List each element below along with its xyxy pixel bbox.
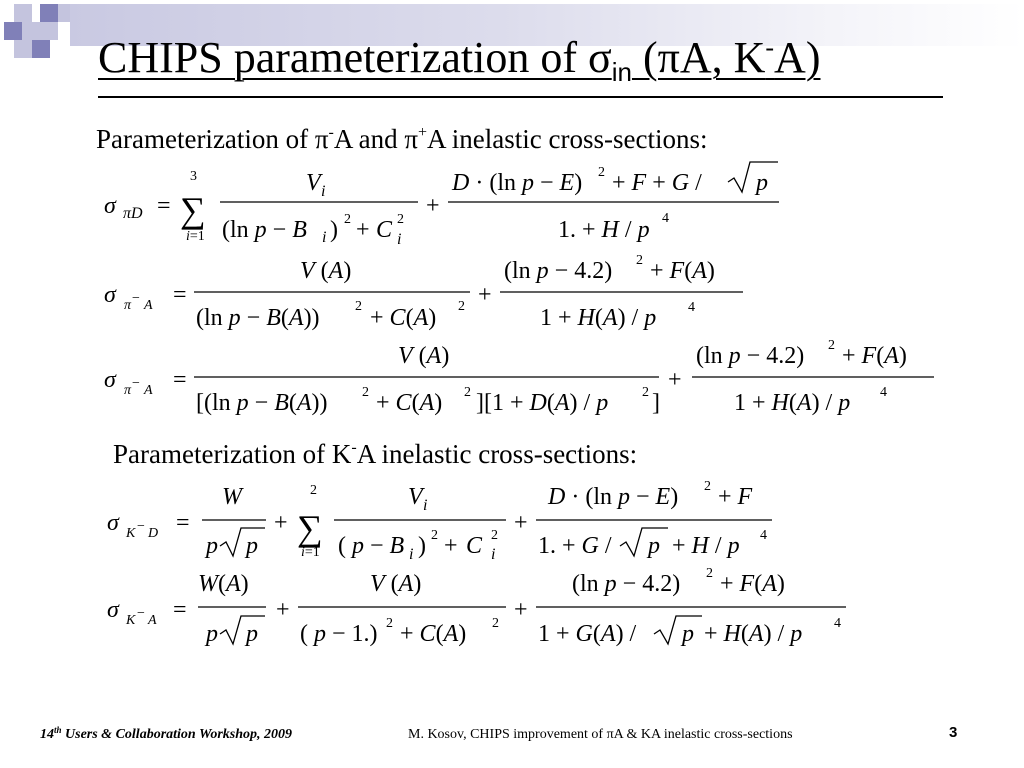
svg-text:2: 2 <box>397 212 404 227</box>
svg-text:4: 4 <box>662 211 669 226</box>
svg-text:2: 2 <box>642 385 649 400</box>
svg-text:+ F: + F <box>718 484 753 510</box>
svg-text:2: 2 <box>431 528 438 543</box>
svg-text:2: 2 <box>386 616 393 631</box>
page-number: 3 <box>949 724 958 741</box>
svg-text:p: p <box>756 170 768 196</box>
svg-text:4: 4 <box>760 528 767 543</box>
svg-text:K: K <box>126 613 136 628</box>
svg-text:=: = <box>157 193 171 219</box>
svg-text:D: D <box>148 526 159 541</box>
kaon-section-heading: Parameterization of K-A inelastic cross-sections: <box>113 439 638 469</box>
formula-pion-nucleus-2 <box>104 338 934 416</box>
svg-text:W: W <box>222 484 242 510</box>
svg-text:W(A): W(A) <box>198 571 249 597</box>
formula-pion-nucleus-1 <box>104 253 743 331</box>
footer-talk-title: M. Kosov, CHIPS improvement of πA & KA inelastic cross-sections <box>408 727 793 742</box>
svg-text:∑: ∑ <box>180 190 206 230</box>
formula-kaon-deuteron <box>107 479 772 563</box>
svg-text:p: p <box>206 621 218 647</box>
svg-text:(ln p − B(A)): (ln p − B(A)) <box>196 305 320 331</box>
svg-text:V: V <box>306 170 321 196</box>
svg-text:][1 + D(A) / p: ][1 + D(A) / p <box>476 390 609 416</box>
svg-text:C: C <box>466 533 483 559</box>
svg-text:i=1: i=1 <box>186 229 205 244</box>
svg-text:2: 2 <box>491 528 498 543</box>
svg-text:K: K <box>126 526 136 541</box>
svg-text:=: = <box>173 367 187 393</box>
svg-text:=: = <box>173 282 187 308</box>
svg-text:+: + <box>668 367 682 393</box>
svg-text:π: π <box>124 383 132 398</box>
svg-text:): ) <box>418 533 426 559</box>
footer-event: 14th Users & Collaboration Workshop, 2009 <box>40 725 293 742</box>
svg-text:p: p <box>682 621 694 647</box>
svg-text:[(ln p − B(A)): [(ln p − B(A)) <box>196 390 328 416</box>
svg-text:p: p <box>246 621 258 647</box>
svg-text:+ C(A): + C(A) <box>376 390 443 416</box>
svg-text:2: 2 <box>344 212 351 227</box>
svg-text:σ: σ <box>107 597 119 623</box>
svg-text:+ F + G /: + F + G / <box>612 170 702 196</box>
svg-text:i: i <box>322 229 327 246</box>
svg-text:V (A): V (A) <box>398 343 450 369</box>
svg-text:+ C(A): + C(A) <box>370 305 437 331</box>
svg-text:A: A <box>144 298 153 313</box>
svg-text:4: 4 <box>688 300 695 315</box>
svg-text:1. + H / p: 1. + H / p <box>558 217 650 243</box>
svg-text:+: + <box>276 597 290 623</box>
svg-text:σ: σ <box>104 282 116 308</box>
svg-text:D · (ln p − E): D · (ln p − E) <box>548 484 679 510</box>
svg-text:V (A): V (A) <box>300 258 352 284</box>
svg-text:i: i <box>321 183 326 200</box>
pion-section-heading: Parameterization of π-A and π+A inelastic cross-sections: <box>96 124 708 154</box>
formula-pion-deuteron <box>104 162 779 248</box>
slide-title: CHIPS parameterization of $\sigma_{in}$ (πA, K-A) <box>98 33 821 87</box>
svg-text:(ln p − B: (ln p − B <box>222 217 307 243</box>
svg-text:2: 2 <box>355 299 362 314</box>
svg-text:2: 2 <box>706 566 713 581</box>
svg-text:(ln p − 4.2): (ln p − 4.2) <box>696 343 805 369</box>
svg-text:+: + <box>444 533 458 559</box>
svg-text:( p − 1.): ( p − 1.) <box>300 621 378 647</box>
svg-text:i=1: i=1 <box>301 545 320 560</box>
svg-text:2: 2 <box>362 385 369 400</box>
svg-text:p: p <box>648 533 660 559</box>
svg-text:∑: ∑ <box>297 508 323 548</box>
svg-text:+ F(A): + F(A) <box>720 571 785 597</box>
svg-text:4: 4 <box>834 616 841 631</box>
svg-text:p: p <box>206 533 218 559</box>
svg-text:+ H / p: + H / p <box>672 533 740 559</box>
svg-text:i: i <box>491 546 496 563</box>
svg-text:2: 2 <box>598 165 605 180</box>
svg-text:2: 2 <box>458 299 465 314</box>
svg-text:(ln p − 4.2): (ln p − 4.2) <box>572 571 681 597</box>
svg-text:2: 2 <box>636 253 643 268</box>
svg-text:+: + <box>274 510 288 536</box>
svg-text:2: 2 <box>310 483 317 498</box>
svg-text:4: 4 <box>880 385 887 400</box>
svg-text:(ln p − 4.2): (ln p − 4.2) <box>504 258 613 284</box>
svg-text:+ H(A) / p: + H(A) / p <box>704 621 803 647</box>
svg-text:πD: πD <box>123 205 143 222</box>
svg-text:=: = <box>173 597 187 623</box>
svg-text:+: + <box>356 217 370 243</box>
svg-text:+: + <box>514 597 528 623</box>
svg-text:i: i <box>397 231 402 248</box>
svg-text:V: V <box>408 484 423 510</box>
svg-text:2: 2 <box>704 479 711 494</box>
svg-text:σ: σ <box>104 193 116 219</box>
svg-text:π: π <box>124 298 132 313</box>
svg-text:A: A <box>148 613 157 628</box>
svg-text:−: − <box>137 606 145 621</box>
svg-text:+: + <box>478 282 492 308</box>
svg-text:2: 2 <box>492 616 499 631</box>
svg-text:p: p <box>246 533 258 559</box>
svg-text:+ F(A): + F(A) <box>650 258 715 284</box>
svg-text:D · (ln p − E): D · (ln p − E) <box>452 170 583 196</box>
svg-text:): ) <box>330 217 338 243</box>
svg-text:A: A <box>144 383 153 398</box>
svg-text:1 + G(A) /: 1 + G(A) / <box>538 621 637 647</box>
svg-text:−: − <box>132 376 140 391</box>
svg-text:σ: σ <box>107 510 119 536</box>
svg-text:=: = <box>176 510 190 536</box>
svg-text:−: − <box>132 291 140 306</box>
svg-text:−: − <box>137 519 145 534</box>
svg-text:]: ] <box>652 390 660 416</box>
svg-text:+: + <box>514 510 528 536</box>
svg-text:C: C <box>376 217 393 243</box>
svg-text:V (A): V (A) <box>370 571 422 597</box>
svg-text:2: 2 <box>828 338 835 353</box>
formula-kaon-nucleus <box>107 566 846 647</box>
svg-text:+ C(A): + C(A) <box>400 621 467 647</box>
svg-text:( p − B: ( p − B <box>338 533 405 559</box>
svg-text:i: i <box>423 497 428 514</box>
svg-text:1 + H(A) / p: 1 + H(A) / p <box>540 305 657 331</box>
svg-text:i: i <box>409 546 414 563</box>
svg-text:2: 2 <box>464 385 471 400</box>
svg-text:1. + G /: 1. + G / <box>538 533 612 559</box>
svg-text:1 + H(A) / p: 1 + H(A) / p <box>734 390 851 416</box>
svg-text:+: + <box>426 193 440 219</box>
svg-text:+ F(A): + F(A) <box>842 343 907 369</box>
svg-text:3: 3 <box>190 169 197 184</box>
svg-text:σ: σ <box>104 367 116 393</box>
